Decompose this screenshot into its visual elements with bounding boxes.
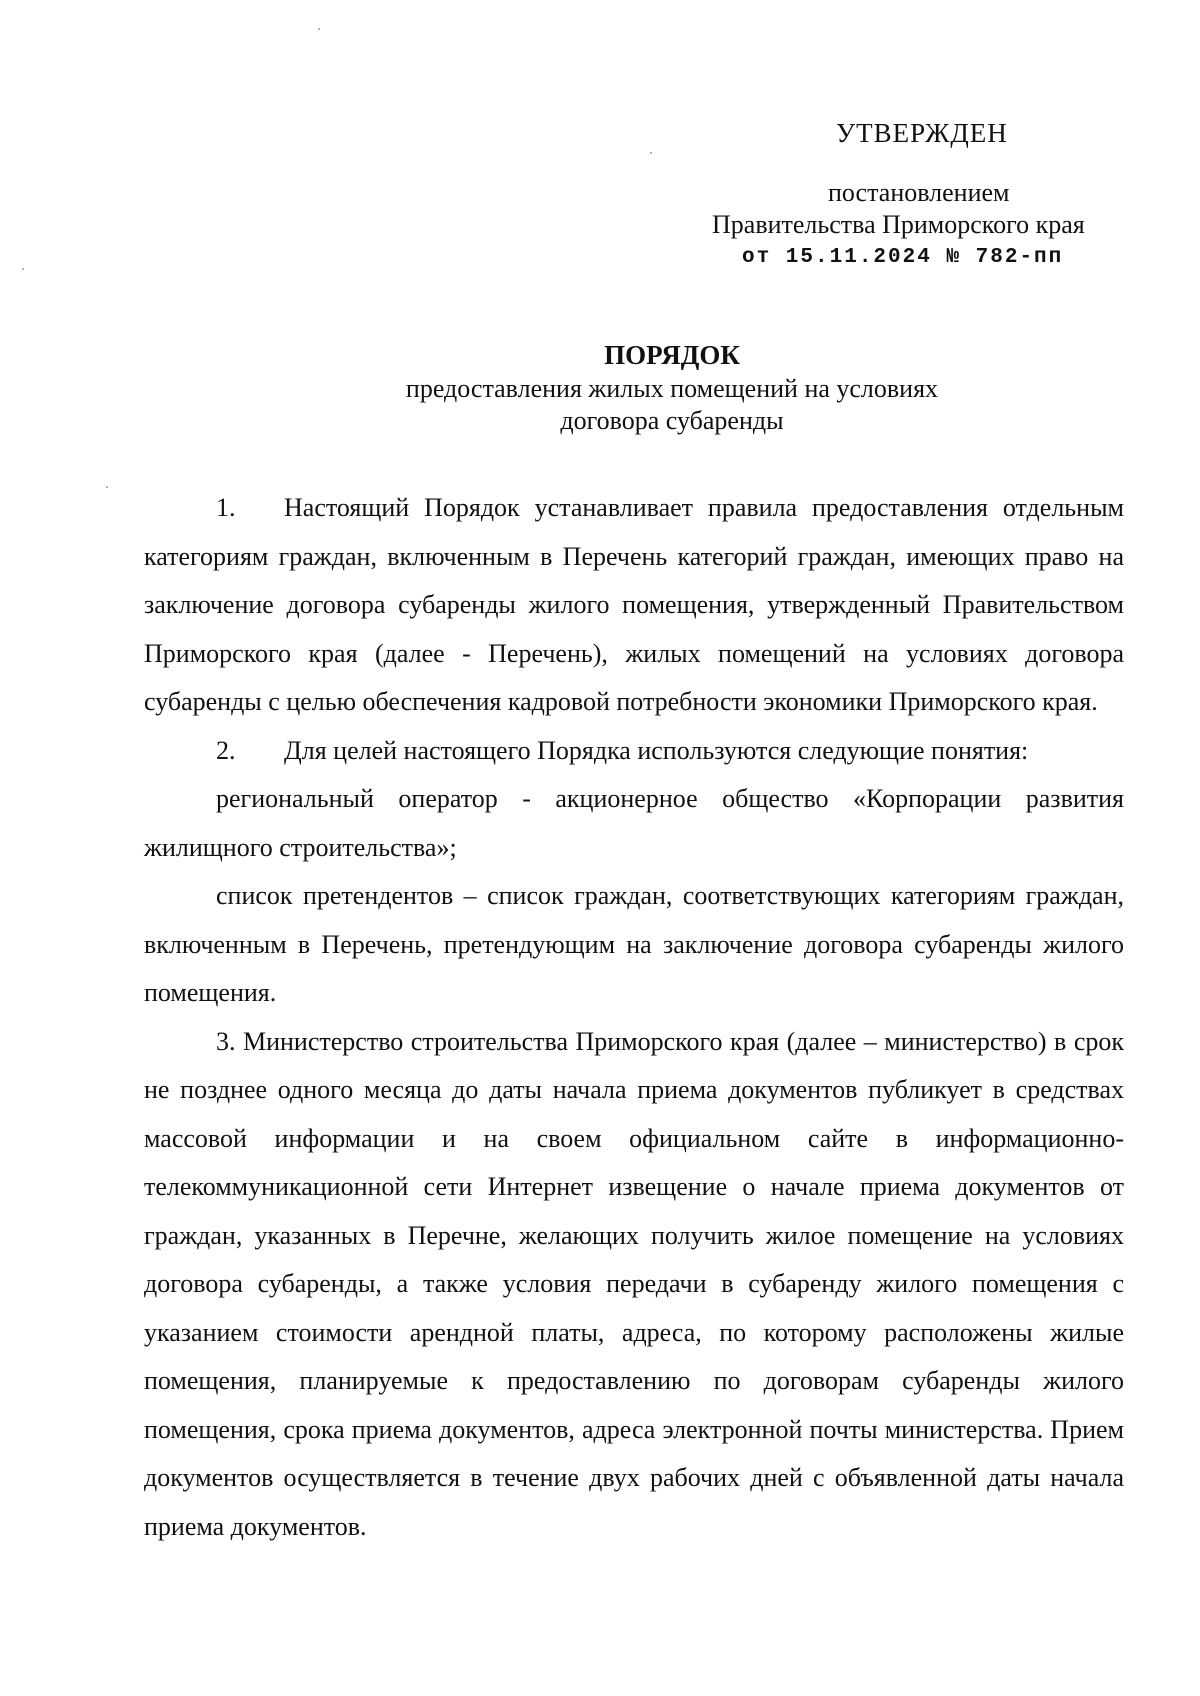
scan-dot bbox=[106, 486, 108, 488]
approval-government: Правительства Приморского края bbox=[712, 210, 1085, 239]
definition-applicant-list: список претендентов – список граждан, соответствующих категориям граждан, включенным в Перечень, претендующим на заключение договора субаренды жилого помещения. bbox=[144, 881, 1124, 1007]
definition-regional-operator: региональный оператор - акционерное общество «Корпорации развития жилищного строительства»; bbox=[144, 784, 1124, 862]
approval-date-number-stamp: от 15.11.2024 № 782-пп bbox=[742, 246, 1064, 269]
paragraph-2 bbox=[144, 727, 1124, 776]
document-subtitle-line-2: договора субаренды bbox=[560, 406, 784, 435]
paragraph-2-text: Для целей настоящего Порядка используются следующие понятия: bbox=[284, 735, 1029, 765]
approval-title: УТВЕРЖДЕН bbox=[836, 118, 1008, 148]
document-body bbox=[144, 484, 1124, 1551]
paragraph-2-number: 2. bbox=[216, 735, 236, 765]
paragraph-1 bbox=[144, 484, 1124, 727]
scan-dot bbox=[318, 28, 320, 30]
document-subtitle-line-1: предоставления жилых помещений на условиях bbox=[405, 374, 939, 403]
scan-dot bbox=[22, 268, 24, 270]
paragraph-1-text: Настоящий Порядок устанавливает правила предоставления отдельным категориям граждан, включенным в Перечень категорий граждан, имеющих право на заключение договора субаренды жилого помещения, утвержденный Правительством Приморского края (далее - Перечень), жилых помещений на условиях договора субаренды с целью обеспечения кадровой потребности экономики Приморского края. bbox=[144, 493, 1124, 716]
approval-by: постановлением bbox=[828, 178, 1010, 207]
paragraph-1-number: 1. bbox=[216, 493, 236, 522]
document-title: ПОРЯДОК bbox=[604, 340, 740, 370]
scan-dot bbox=[650, 152, 652, 154]
paragraph-3: 3. Министерство строительства Приморского края (далее – министерство) в срок не позднее одного месяца до даты начала приема документов публикует в средствах массовой информации и на своем официальном сайте в информационно-телекоммуникационной сети Интернет извещение о начале приема документов от граждан, указанных в Перечне, желающих получить жилое помещение на условиях договора субаренды, а также условия передачи в субаренду жилого помещения с указанием стоимости арендной платы, адреса, по которому расположены жилые помещения, планируемые к предоставлению по договорам субаренды жилого помещения, срока приема документов, адреса электронной почты министерства. Прием документов осуществляется в течение двух рабочих дней с объявленной даты начала приема документов. bbox=[144, 1026, 1124, 1541]
